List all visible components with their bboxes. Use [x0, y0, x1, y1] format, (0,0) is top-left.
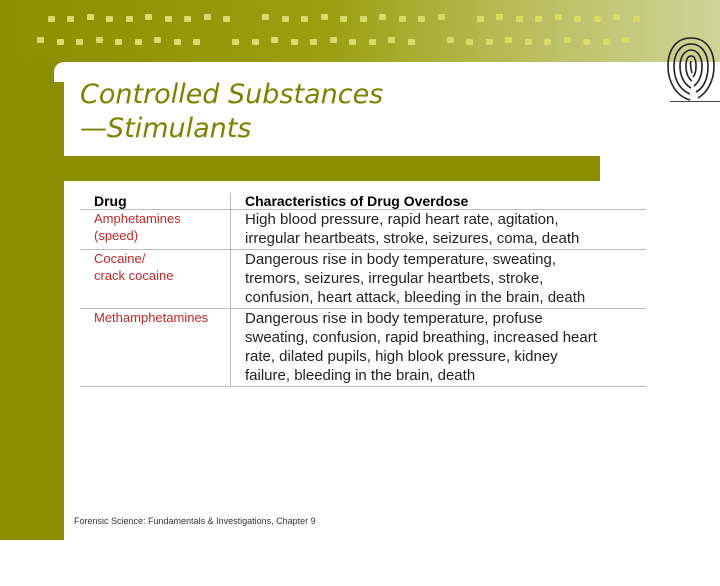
decorative-dot	[369, 39, 376, 45]
decorative-dot	[544, 39, 551, 45]
decorative-dot	[115, 39, 122, 45]
decorative-dot	[310, 39, 317, 45]
accent-bar	[64, 156, 600, 181]
effects-line: sweating, confusion, rapid breathing, increased heart	[245, 329, 597, 346]
decorative-dot	[388, 37, 395, 43]
decorative-dot	[193, 39, 200, 45]
header-band	[0, 0, 720, 62]
decorative-dot	[330, 37, 337, 43]
decorative-dot	[535, 16, 542, 22]
effects-line: High blood pressure, rapid heart rate, agitation,	[245, 211, 559, 228]
drug-name-cell	[80, 250, 231, 309]
decorative-dot	[223, 16, 230, 22]
decorative-dot	[321, 14, 328, 20]
drug-name-cell	[80, 309, 231, 387]
decorative-dot	[87, 14, 94, 20]
effects-line: rate, dilated pupils, high blook pressure, kidney	[245, 348, 558, 365]
effects-line: irregular heartbeats, stroke, seizures, coma, death	[245, 230, 580, 247]
decorative-dot	[505, 37, 512, 43]
decorative-dot	[399, 16, 406, 22]
decorative-dot	[145, 14, 152, 20]
decorative-dot	[360, 16, 367, 22]
drug-name-line: Cocaine/	[94, 251, 146, 266]
decorative-dot	[574, 16, 581, 22]
decorative-dot	[622, 37, 629, 43]
decorative-dot	[174, 39, 181, 45]
decorative-dot	[555, 14, 562, 20]
decorative-dot	[204, 14, 211, 20]
decorative-dot	[525, 39, 532, 45]
left-sidebar-band	[0, 62, 64, 585]
decorative-dot	[418, 16, 425, 22]
effects-line: Dangerous rise in body temperature, sweating,	[245, 251, 557, 268]
slide-number: 11	[18, 560, 42, 585]
decorative-dot	[252, 39, 259, 45]
decorative-dot	[633, 16, 640, 22]
drug-name-line: Amphetamines	[94, 211, 181, 226]
decorative-dot	[67, 16, 74, 22]
slide-title-line2: —Stimulants	[80, 113, 252, 144]
decorative-dot	[603, 39, 610, 45]
decorative-dot	[447, 37, 454, 43]
drug-name-line: crack cocaine	[94, 268, 174, 283]
column-header-drug: Drug	[80, 193, 231, 210]
decorative-dot	[466, 39, 473, 45]
drug-name-line: Methamphetamines	[94, 310, 209, 325]
decorative-dot	[438, 14, 445, 20]
overdose-effects-cell	[231, 250, 647, 309]
table-header-row	[80, 193, 646, 210]
slide-title-line1: Controlled Substances	[80, 79, 384, 110]
decorative-dot	[496, 14, 503, 20]
decorative-dot	[282, 16, 289, 22]
overdose-table	[80, 193, 646, 387]
decorative-dot	[106, 16, 113, 22]
decorative-dot	[477, 16, 484, 22]
overdose-effects-cell	[231, 309, 647, 387]
decorative-dot	[583, 39, 590, 45]
slide-title	[80, 78, 383, 146]
decorative-dots	[0, 14, 660, 22]
column-header-characteristics: Characteristics of Drug Overdose	[231, 193, 647, 210]
effects-line: tremors, seizures, irregular heartbets, stroke,	[245, 270, 544, 287]
drug-name-line: (speed)	[94, 228, 139, 243]
decorative-dot	[37, 37, 44, 43]
decorative-dot	[76, 39, 83, 45]
decorative-dot	[48, 16, 55, 22]
decorative-dots	[0, 37, 660, 45]
table-row	[80, 250, 646, 309]
header-rule	[670, 101, 720, 102]
decorative-dot	[232, 39, 239, 45]
decorative-dot	[379, 14, 386, 20]
slide-footer: Forensic Science: Fundamentals & Investigations, Chapter 9	[74, 516, 316, 526]
decorative-dot	[349, 39, 356, 45]
decorative-dot	[184, 16, 191, 22]
decorative-dot	[594, 16, 601, 22]
decorative-dot	[613, 14, 620, 20]
decorative-dot	[165, 16, 172, 22]
decorative-dot	[126, 16, 133, 22]
effects-line: Dangerous rise in body temperature, profuse	[245, 310, 543, 327]
table-row	[80, 210, 646, 250]
decorative-dot	[301, 16, 308, 22]
decorative-dot	[564, 37, 571, 43]
decorative-dot	[96, 37, 103, 43]
decorative-dot	[262, 14, 269, 20]
overdose-effects-cell	[231, 210, 647, 250]
decorative-dot	[271, 37, 278, 43]
effects-line: failure, bleeding in the brain, death	[245, 367, 476, 384]
drug-name-cell	[80, 210, 231, 250]
fingerprint-icon	[662, 30, 720, 104]
decorative-dot	[340, 16, 347, 22]
decorative-dot	[408, 39, 415, 45]
decorative-dot	[57, 39, 64, 45]
effects-line: confusion, heart attack, bleeding in the brain, death	[245, 289, 586, 306]
decorative-dot	[135, 39, 142, 45]
decorative-dot	[516, 16, 523, 22]
table-row	[80, 309, 646, 387]
decorative-dot	[291, 39, 298, 45]
decorative-dot	[486, 39, 493, 45]
decorative-dot	[154, 37, 161, 43]
